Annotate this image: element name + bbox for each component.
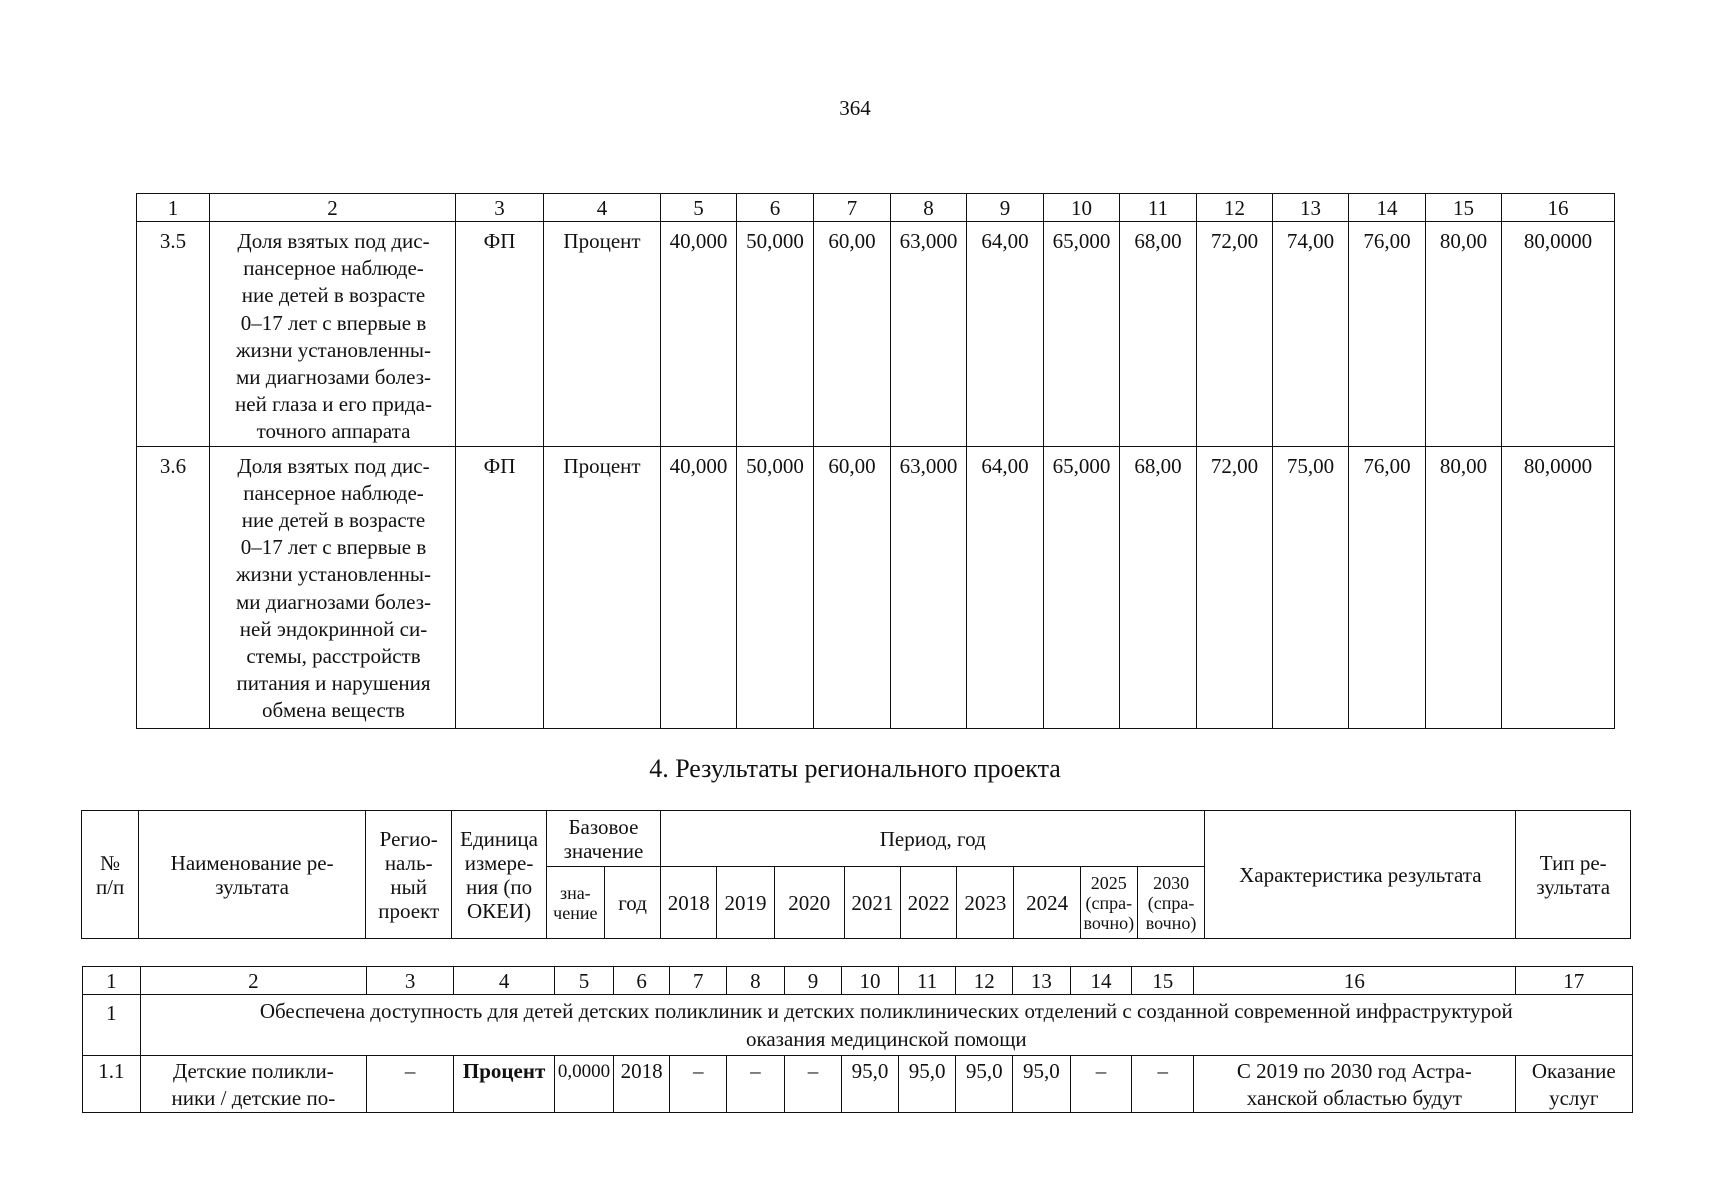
value-cell: 80,0000 xyxy=(1502,446,1615,728)
results-header-table xyxy=(81,810,1631,939)
result-name xyxy=(140,1056,366,1113)
header-name-text: Наименование ре- зультата xyxy=(170,850,334,899)
column-number: 15 xyxy=(1426,194,1502,222)
header-year: 2018 xyxy=(661,867,717,939)
column-number-row xyxy=(83,967,1633,995)
header-year: 2020 xyxy=(774,867,844,939)
header-num xyxy=(82,811,139,939)
result-type-text: Оказание услуг xyxy=(1531,1059,1616,1110)
value-cell: 80,00 xyxy=(1426,446,1502,728)
value-cell: 95,0 xyxy=(956,1056,1013,1113)
value-cell: – xyxy=(1132,1056,1194,1113)
group-row xyxy=(83,995,1633,1056)
column-number: 16 xyxy=(1194,967,1516,995)
value-cell: 60,00 xyxy=(814,222,891,447)
value-cell: 63,000 xyxy=(891,222,967,447)
unit: Процент xyxy=(544,446,661,728)
column-number: 5 xyxy=(555,967,614,995)
value-cell: 68,00 xyxy=(1120,446,1197,728)
value-cell: – xyxy=(784,1056,842,1113)
value-cell: – xyxy=(670,1056,727,1113)
value-cell: 50,000 xyxy=(737,446,814,728)
column-number: 7 xyxy=(814,194,891,222)
column-number-row xyxy=(137,194,1615,222)
value-cell: 68,00 xyxy=(1120,222,1197,447)
header-base-value-text: Базовое значение xyxy=(563,814,644,863)
column-number: 4 xyxy=(544,194,661,222)
header-year: 2023 xyxy=(957,867,1014,939)
value-cell: 64,00 xyxy=(967,222,1044,447)
value-cell: 63,000 xyxy=(891,446,967,728)
column-number: 13 xyxy=(1273,194,1349,222)
column-number: 13 xyxy=(1013,967,1071,995)
project-type: ФП xyxy=(456,222,544,447)
column-number: 10 xyxy=(842,967,899,995)
column-number: 5 xyxy=(661,194,737,222)
value-cell: 76,00 xyxy=(1349,446,1426,728)
column-number: 8 xyxy=(727,967,785,995)
base-year: 2018 xyxy=(613,1056,670,1113)
unit: Процент xyxy=(454,1056,555,1113)
header-year: 2024 xyxy=(1014,867,1080,939)
header-regional-project xyxy=(366,811,452,939)
characteristic-text: С 2019 по 2030 год Астра- ханской областью будут xyxy=(1236,1059,1472,1110)
header-base-value-year: год xyxy=(604,867,660,939)
base-value: 0,0000 xyxy=(555,1056,614,1113)
value-cell: 76,00 xyxy=(1349,222,1426,447)
value-cell: 60,00 xyxy=(814,446,891,728)
page-number: 364 xyxy=(839,96,871,120)
header-year-2030 xyxy=(1137,867,1204,939)
header-unit xyxy=(452,811,546,939)
column-number: 1 xyxy=(137,194,210,222)
column-number: 7 xyxy=(670,967,727,995)
header-base-value xyxy=(546,811,660,867)
column-number: 8 xyxy=(891,194,967,222)
header-year: 2019 xyxy=(717,867,774,939)
header-year: 2021 xyxy=(844,867,900,939)
value-cell: 80,0000 xyxy=(1502,222,1615,447)
header-characteristic: Характеристика результата xyxy=(1205,811,1516,939)
column-number: 4 xyxy=(454,967,555,995)
header-num-text: № п/п xyxy=(95,850,125,899)
value-cell: 40,000 xyxy=(661,446,737,728)
column-number: 17 xyxy=(1515,967,1632,995)
value-cell: 40,000 xyxy=(661,222,737,447)
header-year: 2022 xyxy=(901,867,957,939)
column-number: 11 xyxy=(898,967,956,995)
value-cell: 65,000 xyxy=(1044,222,1120,447)
indicator-name-text: Доля взятых под дис- пансерное наблюде- ние детей в возрасте 0–17 лет с впервые в жизни установленны- ми диагнозами болез- ней эндокринной си- стемы, расстройств питания и нарушения обмена веществ xyxy=(235,453,432,723)
section-title: 4. Результаты регионального проекта xyxy=(649,754,1061,783)
column-number: 10 xyxy=(1044,194,1120,222)
row-number: 1.1 xyxy=(83,1056,141,1113)
group-title-text: Обеспечена доступность для детей детских поликлиник и детских поликлинических отделений с созданной современной инфраструктурой оказания медицинской помощи xyxy=(259,999,1513,1051)
header-base-value-value-text: зна- чение xyxy=(553,882,598,923)
characteristic xyxy=(1194,1056,1516,1113)
value-cell: 80,00 xyxy=(1426,222,1502,447)
column-number: 2 xyxy=(140,967,366,995)
column-number: 6 xyxy=(613,967,670,995)
result-type xyxy=(1515,1056,1632,1113)
header-year-2025-text: 2025 (спра- вочно) xyxy=(1083,872,1135,933)
row-number: 3.5 xyxy=(137,222,210,447)
column-number: 14 xyxy=(1349,194,1426,222)
group-num: 1 xyxy=(83,995,141,1056)
header-period: Период, год xyxy=(661,811,1205,867)
value-cell: 65,000 xyxy=(1044,446,1120,728)
value-cell: 72,00 xyxy=(1197,222,1273,447)
value-cell: – xyxy=(1070,1056,1132,1113)
results-table xyxy=(82,966,1633,1113)
indicators-table xyxy=(136,193,1615,729)
column-number: 9 xyxy=(784,967,842,995)
column-number: 6 xyxy=(737,194,814,222)
header-type-text: Тип ре- зультата xyxy=(1536,850,1611,899)
column-number: 11 xyxy=(1120,194,1197,222)
value-cell: 95,0 xyxy=(898,1056,956,1113)
row-number: 3.6 xyxy=(137,446,210,728)
header-name xyxy=(139,811,366,939)
value-cell: 72,00 xyxy=(1197,446,1273,728)
column-number: 15 xyxy=(1132,967,1194,995)
column-number: 2 xyxy=(210,194,456,222)
value-cell: 50,000 xyxy=(737,222,814,447)
indicator-name-text: Доля взятых под дис- пансерное наблюде- ние детей в возрасте 0–17 лет с впервые в жизни установленны- ми диагнозами болез- ней глаза и его прида- точного аппарата xyxy=(235,229,432,444)
table-row xyxy=(137,222,1615,447)
column-number: 1 xyxy=(83,967,141,995)
header-regional-project-text: Регио- наль- ный проект xyxy=(378,826,440,923)
header-year-2025 xyxy=(1080,867,1137,939)
value-cell: 95,0 xyxy=(1013,1056,1071,1113)
indicator-name xyxy=(210,222,456,447)
header-unit-text: Единица измере- ния (по ОКЕИ) xyxy=(460,826,538,923)
column-number: 14 xyxy=(1070,967,1132,995)
value-cell: 95,0 xyxy=(842,1056,899,1113)
project-type: ФП xyxy=(456,446,544,728)
value-cell: – xyxy=(727,1056,785,1113)
header-year-2030-text: 2030 (спра- вочно) xyxy=(1145,872,1197,933)
group-title xyxy=(140,995,1632,1056)
value-cell: 64,00 xyxy=(967,446,1044,728)
header-base-value-value xyxy=(546,867,604,939)
regional-project: – xyxy=(367,1056,454,1113)
column-number: 16 xyxy=(1502,194,1615,222)
column-number: 9 xyxy=(967,194,1044,222)
table-row xyxy=(83,1056,1633,1113)
indicator-name xyxy=(210,446,456,728)
column-number: 12 xyxy=(1197,194,1273,222)
value-cell: 75,00 xyxy=(1273,446,1349,728)
table-row xyxy=(137,446,1615,728)
unit: Процент xyxy=(544,222,661,447)
column-number: 3 xyxy=(367,967,454,995)
header-type xyxy=(1516,811,1631,939)
column-number: 12 xyxy=(956,967,1013,995)
result-name-text: Детские поликли- ники / детские по- xyxy=(171,1059,336,1110)
value-cell: 74,00 xyxy=(1273,222,1349,447)
column-number: 3 xyxy=(456,194,544,222)
